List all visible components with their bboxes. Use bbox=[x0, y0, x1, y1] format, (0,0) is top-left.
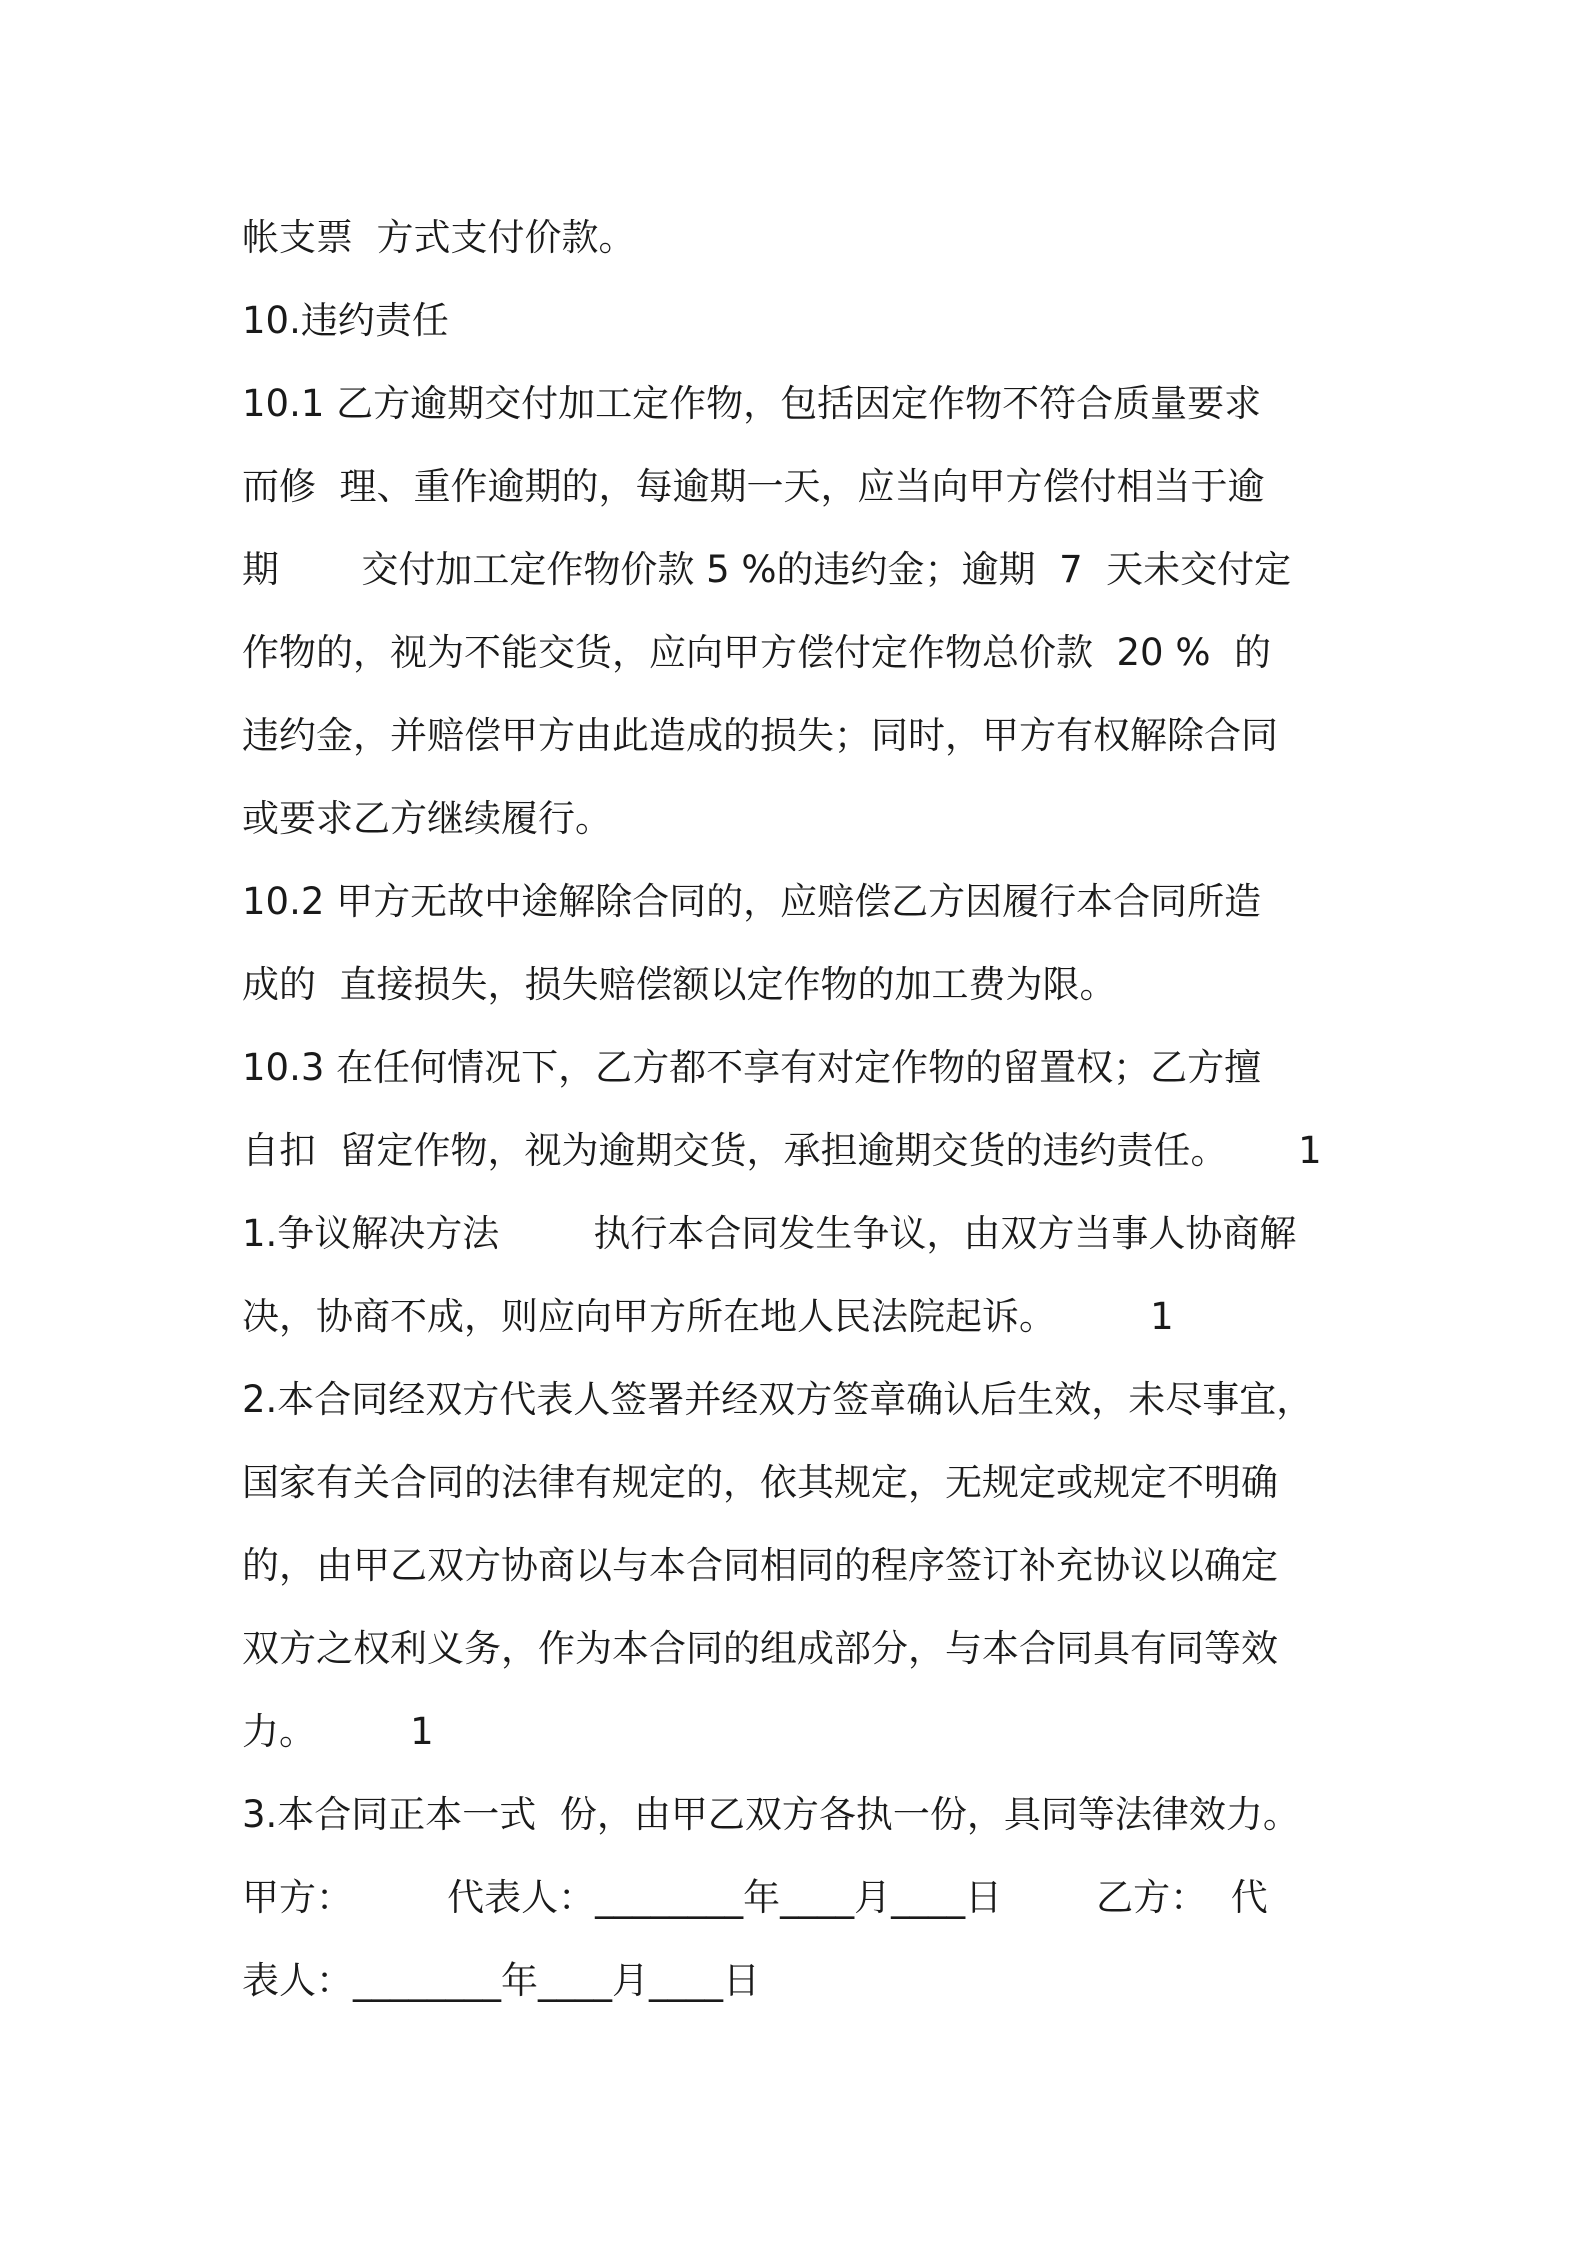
section-heading-breach-liability: 10.违约责任 bbox=[242, 299, 449, 342]
text-line: 成的 直接损失，损失赔偿额以定作物的加工费为限。 bbox=[242, 963, 1117, 1006]
contract-text bbox=[242, 196, 1372, 2022]
text-line: 10.3 在任何情况下，乙方都不享有对定作物的留置权；乙方擅 bbox=[242, 1046, 1262, 1089]
text-line: 3.本合同正本一式 份，由甲乙双方各执一份，具同等法律效力。 bbox=[242, 1793, 1300, 1836]
text-line: 1.争议解决方法 执行本合同发生争议，由双方当事人协商解 bbox=[242, 1212, 1297, 1255]
text-line: 作物的，视为不能交货，应向甲方偿付定作物总价款 20 % 的 bbox=[242, 631, 1272, 674]
text-line: 10.1 乙方逾期交付加工定作物，包括因定作物不符合质量要求 bbox=[242, 382, 1262, 425]
text-line: 帐支票 方式支付价款。 bbox=[242, 216, 636, 259]
text-line: 双方之权利义务，作为本合同的组成部分，与本合同具有同等效 bbox=[242, 1627, 1278, 1670]
text-line: 的，由甲乙双方协商以与本合同相同的程序签订补充协议以确定 bbox=[242, 1544, 1278, 1587]
text-line: 力。 1 bbox=[242, 1710, 434, 1753]
text-line: 而修 理、重作逾期的，每逾期一天，应当向甲方偿付相当于逾 bbox=[242, 465, 1265, 508]
text-line: 或要求乙方继续履行。 bbox=[242, 797, 612, 840]
text-line: 违约金，并赔偿甲方由此造成的损失；同时，甲方有权解除合同 bbox=[242, 714, 1278, 757]
text-line: 2.本合同经双方代表人签署并经双方签章确认后生效，未尽事宜， bbox=[242, 1378, 1314, 1421]
text-line: 决，协商不成，则应向甲方所在地人民法院起诉。 1 bbox=[242, 1295, 1174, 1338]
text-line: 国家有关合同的法律有规定的，依其规定，无规定或规定不明确 bbox=[242, 1461, 1278, 1504]
text-line: 10.2 甲方无故中途解除合同的，应赔偿乙方因履行本合同所造 bbox=[242, 880, 1262, 923]
text-line: 自扣 留定作物，视为逾期交货，承担逾期交货的违约责任。 1 bbox=[242, 1129, 1322, 1172]
signature-line-party-a: 甲方： 代表人：________年____月____日 乙方： 代 bbox=[242, 1876, 1268, 1919]
text-line: 期 交付加工定作物价款 5 %的违约金；逾期 7 天未交付定 bbox=[242, 548, 1292, 591]
signature-line-party-b: 表人：________年____月____日 bbox=[242, 1959, 760, 2002]
